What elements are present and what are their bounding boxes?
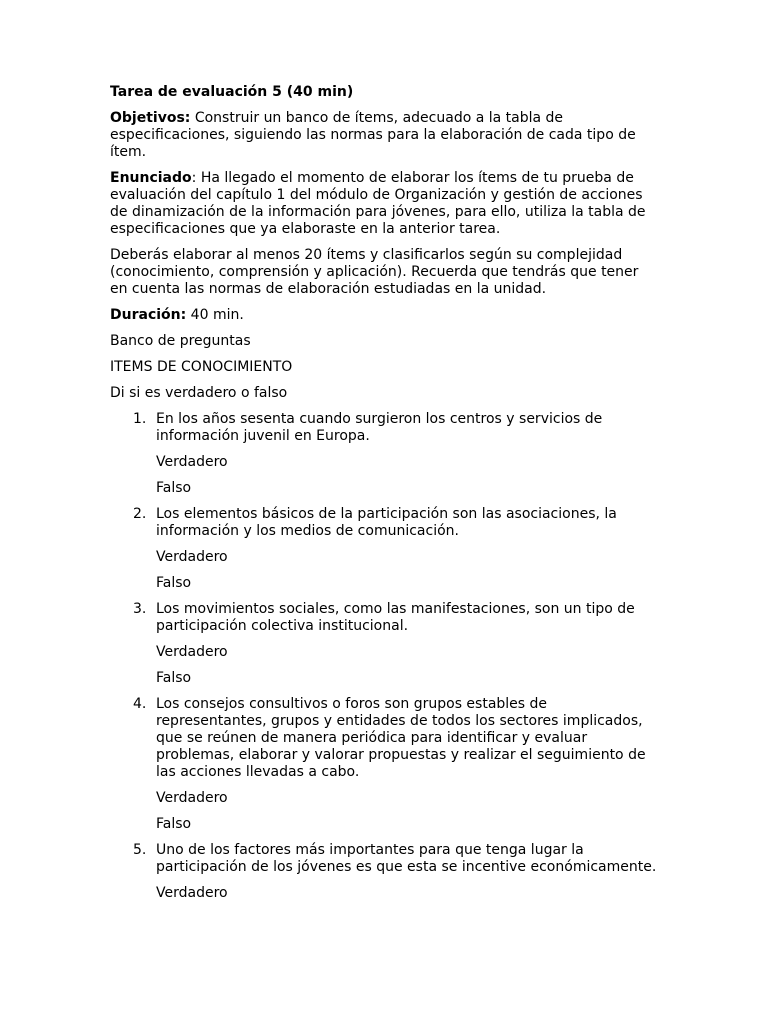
duracion-label: Duración: — [110, 307, 187, 323]
document-page — [110, 84, 658, 911]
document-title: Tarea de evaluación 5 (40 min) — [110, 84, 354, 100]
duracion-text: 40 min. — [186, 307, 244, 323]
item-number: 2. — [133, 506, 147, 522]
list-item — [110, 696, 658, 833]
option-verdadero: Verdadero — [156, 790, 228, 806]
item-number: 4. — [133, 696, 147, 712]
list-item — [110, 506, 658, 592]
item-number: 1. — [133, 411, 147, 427]
list-item — [110, 842, 658, 902]
option-falso: Falso — [156, 575, 192, 591]
objetivos-paragraph — [110, 110, 658, 161]
option-falso: Falso — [156, 480, 192, 496]
enunciado-paragraph — [110, 170, 658, 238]
item-question: Los consejos consultivos o foros son grupos estables de representantes, grupos y entidades de todos los sectores implicados, que se reúnen de manera periódica para identificar y evaluar problemas, elaborar y valorar propuestas y realizar el seguimiento de las acciones llevadas a cabo. — [156, 696, 646, 780]
item-question: En los años sesenta cuando surgieron los centros y servicios de información juvenil en Europa. — [156, 411, 603, 444]
option-verdadero: Verdadero — [156, 885, 228, 901]
item-question: Uno de los factores más importantes para que tenga lugar la participación de los jóvenes es que esta se incentive económicamente. — [156, 842, 657, 875]
option-verdadero: Verdadero — [156, 549, 228, 565]
instruction-line: Di si es verdadero o falso — [110, 385, 288, 401]
item-question: Los movimientos sociales, como las manifestaciones, son un tipo de participación colectiva institucional. — [156, 601, 635, 634]
enunciado-label: Enunciado — [110, 170, 192, 186]
list-item — [110, 601, 658, 687]
objetivos-text: Construir un banco de ítems, adecuado a la tabla de especificaciones, siguiendo las normas para la elaboración de cada tipo de ítem. — [110, 110, 636, 160]
section-heading: ITEMS DE CONOCIMIENTO — [110, 359, 293, 375]
item-number: 5. — [133, 842, 147, 858]
item-question: Los elementos básicos de la participación son las asociaciones, la información y los medios de comunicación. — [156, 506, 617, 539]
duracion-paragraph — [110, 307, 658, 324]
objetivos-label: Objetivos: — [110, 110, 191, 126]
option-verdadero: Verdadero — [156, 644, 228, 660]
list-item — [110, 411, 658, 497]
item-number: 3. — [133, 601, 147, 617]
option-falso: Falso — [156, 670, 192, 686]
option-falso: Falso — [156, 816, 192, 832]
banco-heading: Banco de preguntas — [110, 333, 251, 349]
option-verdadero: Verdadero — [156, 454, 228, 470]
enunciado-text: : Ha llegado el momento de elaborar los ítems de tu prueba de evaluación del capítulo 1 del módulo de Organización y gestión de acciones de dinamización de la información para jóvenes, para ello, utiliza la tabla de especificaciones que ya elaboraste en la anterior tarea. — [110, 170, 646, 237]
instrucciones-paragraph: Deberás elaborar al menos 20 ítems y clasificarlos según su complejidad (conocimiento, comprensión y aplicación). Recuerda que tendrás que tener en cuenta las normas de elaboración estudiadas en la unidad. — [110, 247, 639, 297]
